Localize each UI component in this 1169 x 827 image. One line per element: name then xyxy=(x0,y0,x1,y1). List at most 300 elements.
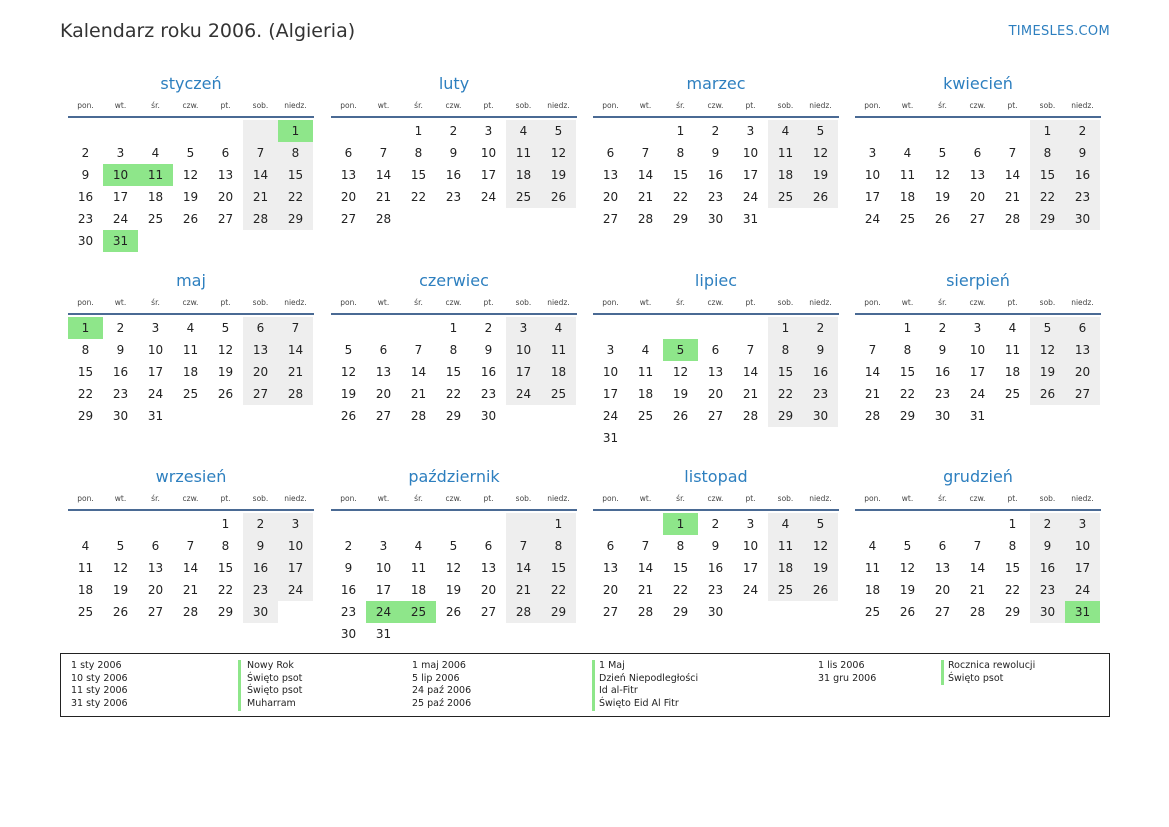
day-cell: 29 xyxy=(445,409,462,423)
day-cell: 12 xyxy=(934,168,951,182)
day-cell: 30 xyxy=(1030,601,1065,623)
month-7 xyxy=(855,270,1101,427)
day-cell: 14 xyxy=(410,365,427,379)
day-cell: 27 xyxy=(340,212,357,226)
day-cell: 26 xyxy=(899,605,916,619)
empty-cell xyxy=(278,601,313,623)
day-cell: 18 xyxy=(1004,365,1021,379)
day-cell: 12 xyxy=(541,142,576,164)
empty-cell xyxy=(401,317,436,339)
month-1 xyxy=(331,73,577,230)
empty-cell xyxy=(541,623,576,645)
day-cell: 19 xyxy=(803,557,838,579)
day-cell: 4 xyxy=(768,513,803,535)
day-cell: 24 xyxy=(147,387,164,401)
empty-cell xyxy=(243,120,278,142)
day-cell: 5 xyxy=(449,539,458,553)
day-cell: 9 xyxy=(484,343,493,357)
day-cell: 1 xyxy=(414,124,423,138)
day-cell: 3 xyxy=(973,321,982,335)
holiday-name: Nowy Rok xyxy=(247,660,294,671)
day-cell: 17 xyxy=(480,168,497,182)
day-cell: 11 xyxy=(637,365,654,379)
day-cell: 25 xyxy=(506,186,541,208)
day-cell: 23 xyxy=(1065,186,1100,208)
day-cell: 10 xyxy=(375,561,392,575)
day-cell: 2 xyxy=(1065,120,1100,142)
day-grid xyxy=(331,120,577,230)
day-cell: 29 xyxy=(899,409,916,423)
day-cell: 4 xyxy=(186,321,195,335)
weekday-label: pt. xyxy=(745,101,756,110)
day-cell: 20 xyxy=(602,583,619,597)
day-cell: 13 xyxy=(707,365,724,379)
holiday-date: 1 maj 2006 xyxy=(412,660,466,671)
empty-cell xyxy=(278,405,313,427)
day-cell: 21 xyxy=(278,361,313,383)
day-cell: 25 xyxy=(77,605,94,619)
day-grid xyxy=(855,317,1101,427)
day-cell: 10 xyxy=(278,535,313,557)
empty-cell xyxy=(803,427,838,449)
weekday-header xyxy=(855,490,1101,508)
weekday-label: wt. xyxy=(377,101,390,110)
empty-cell xyxy=(103,513,138,535)
day-cell: 31 xyxy=(969,409,986,423)
month-3 xyxy=(855,73,1101,230)
day-cell: 14 xyxy=(864,365,881,379)
day-cell: 15 xyxy=(672,561,689,575)
weekday-label: śr. xyxy=(938,298,947,307)
holiday-marker xyxy=(238,660,241,711)
day-cell: 19 xyxy=(672,387,689,401)
day-cell: 28 xyxy=(1004,212,1021,226)
weekday-label: śr. xyxy=(151,494,160,503)
weekday-label: pon. xyxy=(77,298,94,307)
day-cell: 28 xyxy=(506,601,541,623)
day-cell: 15 xyxy=(899,365,916,379)
day-cell: 19 xyxy=(541,164,576,186)
weekday-label: czw. xyxy=(445,494,462,503)
day-cell: 13 xyxy=(602,561,619,575)
day-cell: 10 xyxy=(864,168,881,182)
weekday-label: pon. xyxy=(340,494,357,503)
day-cell: 24 xyxy=(602,409,619,423)
weekday-label: niedz. xyxy=(284,298,307,307)
holiday-name: 1 Maj xyxy=(599,660,625,671)
weekday-label: wt. xyxy=(639,298,652,307)
weekday-header xyxy=(593,490,839,508)
day-cell: 17 xyxy=(742,168,759,182)
day-cell: 12 xyxy=(803,142,838,164)
brand-link[interactable]: TIMESLES.COM xyxy=(1008,24,1110,39)
empty-cell xyxy=(506,208,541,230)
day-cell: 22 xyxy=(217,583,234,597)
day-cell: 9 xyxy=(116,343,125,357)
day-cell: 30 xyxy=(243,601,278,623)
day-cell: 24 xyxy=(112,212,129,226)
empty-cell xyxy=(208,230,243,252)
day-cell: 27 xyxy=(480,605,497,619)
day-cell: 29 xyxy=(541,601,576,623)
day-cell: 11 xyxy=(77,561,94,575)
day-cell: 22 xyxy=(278,186,313,208)
empty-cell xyxy=(855,513,890,535)
day-cell: 28 xyxy=(243,208,278,230)
weekday-label: śr. xyxy=(676,101,685,110)
holiday-name: Święto psot xyxy=(948,672,1004,684)
day-cell: 26 xyxy=(1030,383,1065,405)
day-cell: 29 xyxy=(672,212,689,226)
day-cell: 10 xyxy=(506,339,541,361)
day-cell: 15 xyxy=(445,365,462,379)
weekday-label: czw. xyxy=(969,101,986,110)
day-cell: 25 xyxy=(182,387,199,401)
day-grid xyxy=(331,513,577,645)
weekday-header xyxy=(855,97,1101,115)
holiday-name: Id al-Fitr xyxy=(599,685,638,697)
month-6 xyxy=(593,270,839,449)
weekday-label: czw. xyxy=(182,494,199,503)
day-cell: 16 xyxy=(934,365,951,379)
empty-cell xyxy=(138,230,173,252)
day-cell: 15 xyxy=(77,365,94,379)
day-cell: 3 xyxy=(278,513,313,535)
weekday-label: niedz. xyxy=(1071,494,1094,503)
day-cell: 29 xyxy=(1030,208,1065,230)
empty-cell xyxy=(471,208,506,230)
holiday-dates-col1 xyxy=(71,660,128,711)
weekday-label: śr. xyxy=(414,494,423,503)
month-name: lipiec xyxy=(694,271,738,290)
month-name: styczeń xyxy=(160,74,222,93)
holiday-date: 1 lis 2006 xyxy=(818,660,865,671)
weekday-header xyxy=(593,97,839,115)
day-cell: 4 xyxy=(768,120,803,142)
day-cell: 24 xyxy=(480,190,497,204)
weekday-label: wt. xyxy=(114,494,127,503)
day-cell: 9 xyxy=(81,168,90,182)
day-cell: 6 xyxy=(484,539,493,553)
day-cell: 24 xyxy=(742,583,759,597)
weekday-label: sob. xyxy=(252,298,269,307)
weekday-label: pt. xyxy=(220,494,231,503)
weekday-label: śr. xyxy=(151,101,160,110)
day-cell: 23 xyxy=(707,583,724,597)
day-cell: 7 xyxy=(379,146,388,160)
holiday-name: Święto psot xyxy=(247,672,303,684)
day-cell: 25 xyxy=(401,601,436,623)
empty-cell xyxy=(138,120,173,142)
holiday-name: Święto psot xyxy=(247,685,303,697)
day-cell: 13 xyxy=(375,365,392,379)
weekday-label: czw. xyxy=(707,298,724,307)
empty-cell xyxy=(471,513,506,535)
empty-cell xyxy=(208,120,243,142)
day-cell: 4 xyxy=(541,317,576,339)
day-cell: 10 xyxy=(1065,535,1100,557)
day-cell: 2 xyxy=(344,539,353,553)
day-cell: 19 xyxy=(934,190,951,204)
empty-cell xyxy=(366,513,401,535)
weekday-label: sob. xyxy=(777,494,794,503)
weekday-label: sob. xyxy=(252,101,269,110)
weekday-label: śr. xyxy=(414,101,423,110)
weekday-label: sob. xyxy=(1039,101,1056,110)
day-cell: 21 xyxy=(410,387,427,401)
weekday-label: pt. xyxy=(1007,494,1018,503)
day-cell: 23 xyxy=(243,579,278,601)
day-cell: 17 xyxy=(278,557,313,579)
day-cell: 20 xyxy=(1065,361,1100,383)
day-cell: 12 xyxy=(672,365,689,379)
day-cell: 16 xyxy=(445,168,462,182)
holiday-marker xyxy=(592,660,595,711)
day-cell: 17 xyxy=(969,365,986,379)
day-cell: 15 xyxy=(1004,561,1021,575)
day-cell: 2 xyxy=(449,124,458,138)
holiday-date: 11 sty 2006 xyxy=(71,685,128,697)
empty-cell xyxy=(890,120,925,142)
empty-cell xyxy=(925,120,960,142)
month-11 xyxy=(855,466,1101,623)
day-cell: 28 xyxy=(637,212,654,226)
weekday-label: niedz. xyxy=(284,101,307,110)
day-cell: 15 xyxy=(672,168,689,182)
day-cell: 6 xyxy=(938,539,947,553)
day-cell: 14 xyxy=(969,561,986,575)
weekday-header xyxy=(855,294,1101,312)
weekday-label: pt. xyxy=(483,298,494,307)
weekday-label: sob. xyxy=(1039,298,1056,307)
weekday-label: wt. xyxy=(639,494,652,503)
empty-cell xyxy=(401,513,436,535)
day-cell: 12 xyxy=(182,168,199,182)
weekday-label: pon. xyxy=(77,101,94,110)
day-cell: 6 xyxy=(243,317,278,339)
day-cell: 26 xyxy=(803,186,838,208)
weekday-label: wt. xyxy=(377,494,390,503)
day-cell: 27 xyxy=(375,409,392,423)
day-cell: 16 xyxy=(243,557,278,579)
day-cell: 4 xyxy=(1008,321,1017,335)
day-cell: 17 xyxy=(742,561,759,575)
month-2 xyxy=(593,73,839,230)
day-cell: 26 xyxy=(112,605,129,619)
empty-cell xyxy=(401,208,436,230)
month-name: maj xyxy=(176,271,206,290)
day-cell: 14 xyxy=(278,339,313,361)
empty-cell xyxy=(733,601,768,623)
day-cell: 8 xyxy=(541,535,576,557)
day-cell: 2 xyxy=(1030,513,1065,535)
day-cell: 19 xyxy=(217,365,234,379)
day-cell: 1 xyxy=(68,317,103,339)
month-name: sierpień xyxy=(946,271,1010,290)
day-cell: 29 xyxy=(672,605,689,619)
day-cell: 7 xyxy=(414,343,423,357)
day-cell: 18 xyxy=(147,190,164,204)
day-cell: 21 xyxy=(375,190,392,204)
day-cell: 7 xyxy=(506,535,541,557)
empty-cell xyxy=(173,230,208,252)
empty-cell xyxy=(593,317,628,339)
weekday-label: pt. xyxy=(1007,101,1018,110)
day-grid xyxy=(855,120,1101,230)
empty-cell xyxy=(698,317,733,339)
empty-cell xyxy=(278,230,313,252)
weekday-label: śr. xyxy=(938,101,947,110)
day-cell: 21 xyxy=(182,583,199,597)
day-cell: 26 xyxy=(217,387,234,401)
weekday-label: pt. xyxy=(745,298,756,307)
day-cell: 10 xyxy=(742,539,759,553)
day-cell: 11 xyxy=(1004,343,1021,357)
day-cell: 29 xyxy=(278,208,313,230)
day-cell: 20 xyxy=(602,190,619,204)
empty-cell xyxy=(628,427,663,449)
day-cell: 19 xyxy=(445,583,462,597)
day-cell: 18 xyxy=(541,361,576,383)
day-cell: 6 xyxy=(711,343,720,357)
weekday-label: pon. xyxy=(340,101,357,110)
month-5 xyxy=(331,270,577,427)
day-cell: 18 xyxy=(410,583,427,597)
weekday-label: pt. xyxy=(220,298,231,307)
holiday-date: 5 lip 2006 xyxy=(412,672,460,684)
day-cell: 29 xyxy=(217,605,234,619)
day-cell: 10 xyxy=(969,343,986,357)
day-cell: 18 xyxy=(77,583,94,597)
day-cell: 16 xyxy=(340,583,357,597)
day-cell: 3 xyxy=(151,321,160,335)
day-cell: 19 xyxy=(182,190,199,204)
weekday-label: sob. xyxy=(777,298,794,307)
day-cell: 30 xyxy=(934,409,951,423)
day-cell: 9 xyxy=(449,146,458,160)
day-cell: 25 xyxy=(1004,387,1021,401)
weekday-label: pt. xyxy=(483,494,494,503)
empty-cell xyxy=(855,120,890,142)
empty-cell xyxy=(366,317,401,339)
empty-cell xyxy=(960,513,995,535)
day-cell: 8 xyxy=(768,339,803,361)
weekday-label: pt. xyxy=(745,494,756,503)
empty-cell xyxy=(768,601,803,623)
month-name: luty xyxy=(438,74,470,93)
day-cell: 17 xyxy=(506,361,541,383)
weekday-label: pon. xyxy=(864,298,881,307)
day-cell: 8 xyxy=(903,343,912,357)
month-rule xyxy=(593,313,839,315)
day-cell: 30 xyxy=(803,405,838,427)
day-cell: 10 xyxy=(742,146,759,160)
month-rule xyxy=(331,313,577,315)
weekday-label: śr. xyxy=(151,298,160,307)
day-cell: 20 xyxy=(707,387,724,401)
day-cell: 27 xyxy=(217,212,234,226)
empty-cell xyxy=(995,405,1030,427)
page-title: Kalendarz roku 2006. (Algieria) xyxy=(60,20,356,42)
day-cell: 4 xyxy=(868,539,877,553)
day-cell: 11 xyxy=(899,168,916,182)
day-grid xyxy=(68,317,314,427)
holiday-name: Rocznica rewolucji xyxy=(948,660,1036,671)
empty-cell xyxy=(436,513,471,535)
day-cell: 27 xyxy=(969,212,986,226)
day-cell: 24 xyxy=(278,579,313,601)
empty-cell xyxy=(138,513,173,535)
day-cell: 9 xyxy=(938,343,947,357)
day-cell: 18 xyxy=(182,365,199,379)
empty-cell xyxy=(243,230,278,252)
month-8 xyxy=(68,466,314,623)
holiday-name: Muharram xyxy=(247,698,296,710)
month-4 xyxy=(68,270,314,427)
day-cell: 24 xyxy=(366,601,401,623)
day-cell: 7 xyxy=(973,539,982,553)
day-cell: 1 xyxy=(663,513,698,535)
day-cell: 25 xyxy=(899,212,916,226)
day-cell: 9 xyxy=(711,146,720,160)
empty-cell xyxy=(208,405,243,427)
month-rule xyxy=(68,509,314,511)
holiday-names-col1 xyxy=(247,660,302,711)
day-cell: 2 xyxy=(243,513,278,535)
day-cell: 12 xyxy=(217,343,234,357)
weekday-label: śr. xyxy=(676,298,685,307)
weekday-header xyxy=(68,97,314,115)
weekday-label: pon. xyxy=(602,298,619,307)
day-cell: 29 xyxy=(768,405,803,427)
day-cell: 21 xyxy=(864,387,881,401)
day-cell: 5 xyxy=(186,146,195,160)
day-cell: 22 xyxy=(899,387,916,401)
day-cell: 14 xyxy=(637,561,654,575)
day-cell: 31 xyxy=(103,230,138,252)
day-cell: 15 xyxy=(768,361,803,383)
day-cell: 30 xyxy=(77,234,94,248)
day-cell: 28 xyxy=(182,605,199,619)
empty-cell xyxy=(331,513,366,535)
day-cell: 21 xyxy=(506,579,541,601)
day-cell: 5 xyxy=(663,339,698,361)
weekday-header xyxy=(593,294,839,312)
day-cell: 24 xyxy=(742,190,759,204)
day-cell: 31 xyxy=(602,431,619,445)
day-cell: 9 xyxy=(803,339,838,361)
day-cell: 31 xyxy=(375,627,392,641)
weekday-label: pon. xyxy=(602,101,619,110)
day-cell: 24 xyxy=(1065,579,1100,601)
day-cell: 3 xyxy=(506,317,541,339)
day-cell: 5 xyxy=(903,539,912,553)
day-cell: 2 xyxy=(711,124,720,138)
day-cell: 11 xyxy=(506,142,541,164)
day-cell: 6 xyxy=(344,146,353,160)
empty-cell xyxy=(541,208,576,230)
empty-cell xyxy=(733,427,768,449)
empty-cell xyxy=(173,120,208,142)
month-rule xyxy=(593,509,839,511)
day-grid xyxy=(331,317,577,427)
day-cell: 7 xyxy=(186,539,195,553)
day-cell: 5 xyxy=(541,120,576,142)
day-cell: 30 xyxy=(1065,208,1100,230)
day-cell: 17 xyxy=(147,365,164,379)
day-cell: 11 xyxy=(541,339,576,361)
day-cell: 2 xyxy=(484,321,493,335)
